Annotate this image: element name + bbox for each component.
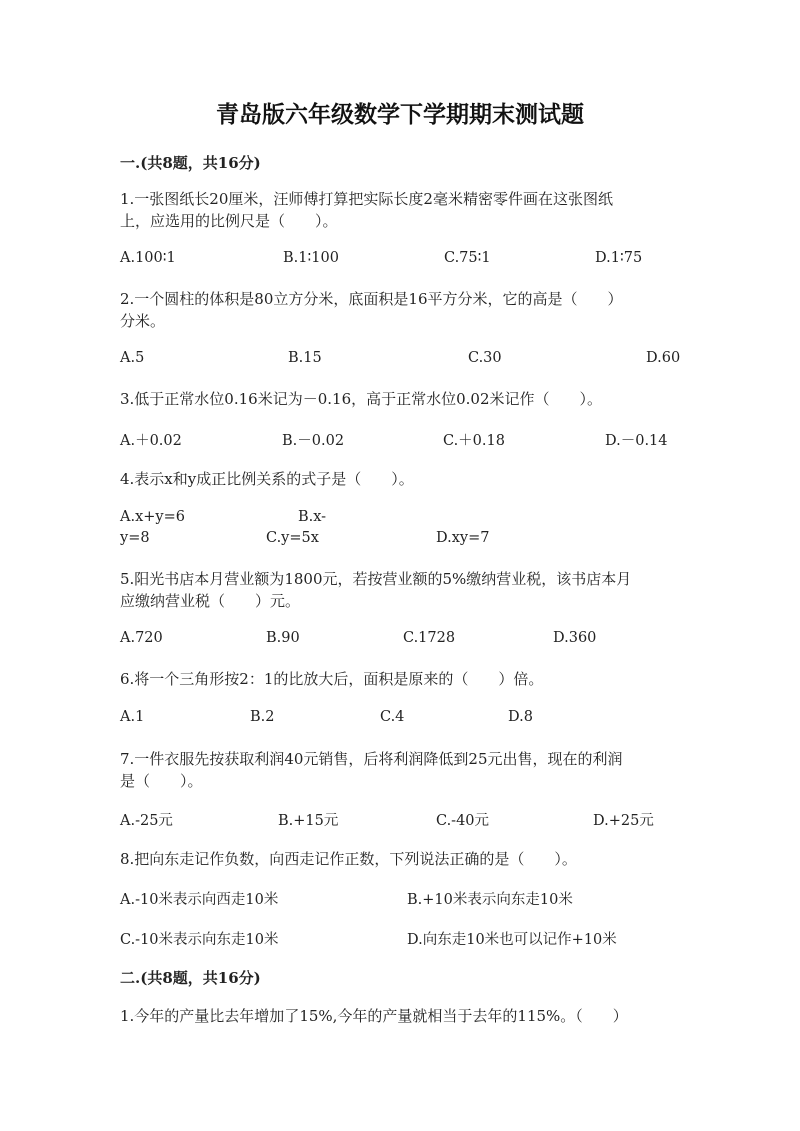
question-1-option-c: C.75∶1 xyxy=(444,250,491,266)
question-4-option-d: D.xy=7 xyxy=(436,530,490,546)
question-6-option-b: B.2 xyxy=(250,709,275,725)
question-8-option-d: D.向东走10米也可以记作+10米 xyxy=(407,932,617,948)
question-5-option-d: D.360 xyxy=(553,630,597,646)
question-8-option-b: B.+10米表示向东走10米 xyxy=(407,892,573,908)
question-7-option-d: D.+25元 xyxy=(593,813,654,829)
question-7-option-c: C.-40元 xyxy=(436,813,490,829)
question-3-option-a: A.＋0.02 xyxy=(120,433,182,449)
question-8-line-1: 8.把向东走记作负数，向西走记作正数，下列说法正确的是（ ）。 xyxy=(120,850,577,868)
question-1-line-1: 1.一张图纸长20厘米，汪师傅打算把实际长度2毫米精密零件画在这张图纸 xyxy=(120,190,613,208)
question-2-line-2: 分米。 xyxy=(120,312,166,330)
question-7-line-1: 7.一件衣服先按获取利润40元销售，后将利润降低到25元出售，现在的利润 xyxy=(120,750,623,768)
question-7-option-b: B.+15元 xyxy=(278,813,339,829)
section-heading-1: 一.(共8题，共16分) xyxy=(120,154,261,172)
question-3-option-d: D.－0.14 xyxy=(605,433,668,449)
question-6-option-d: D.8 xyxy=(508,709,533,725)
question-6-option-a: A.1 xyxy=(120,709,145,725)
question-7-line-2: 是（ ）。 xyxy=(120,772,203,790)
question-5-line-1: 5.阳光书店本月营业额为1800元，若按营业额的5%缴纳营业税，该书店本月 xyxy=(120,570,632,588)
question-1-option-a: A.100∶1 xyxy=(120,250,176,266)
question-5-line-2: 应缴纳营业税（ ）元。 xyxy=(120,592,301,610)
question-7-option-a: A.-25元 xyxy=(120,813,173,829)
question-2-option-a: A.5 xyxy=(120,350,145,366)
question-2-option-d: D.60 xyxy=(646,350,681,366)
question-3-option-c: C.＋0.18 xyxy=(443,433,505,449)
page-title: 青岛版六年级数学下学期期末测试题 xyxy=(216,101,584,128)
question-1-option-b: B.1∶100 xyxy=(283,250,339,266)
question-5-option-a: A.720 xyxy=(120,630,163,646)
question-1-option-d: D.1∶75 xyxy=(595,250,643,266)
judgment-question-1-line-1: 1.今年的产量比去年增加了15%,今年的产量就相当于去年的115%。（ ） xyxy=(120,1007,628,1025)
question-2-option-b: B.15 xyxy=(288,350,322,366)
question-2-line-1: 2.一个圆柱的体积是80立方分米，底面积是16平方分米，它的高是（ ） xyxy=(120,290,623,308)
question-6-line-1: 6.将一个三角形按2：1的比放大后，面积是原来的（ ）倍。 xyxy=(120,670,544,688)
question-8-option-c: C.-10米表示向东走10米 xyxy=(120,932,279,948)
question-3-line-1: 3.低于正常水位0.16米记为－0.16，高于正常水位0.02米记作（ ）。 xyxy=(120,390,603,408)
question-1-line-2: 上，应选用的比例尺是（ ）。 xyxy=(120,212,338,230)
question-4-option-b-part-1: B.x- xyxy=(298,509,327,525)
section-heading-2: 二.(共8题，共16分) xyxy=(120,969,261,987)
question-8-option-a: A.-10米表示向西走10米 xyxy=(120,892,279,908)
question-4-option-c: C.y=5x xyxy=(266,530,319,546)
question-6-option-c: C.4 xyxy=(380,709,405,725)
question-4-option-a: A.x+y=6 xyxy=(120,509,185,525)
question-4-option-b-part-2: y=8 xyxy=(120,530,150,546)
question-4-line-1: 4.表示x和y成正比例关系的式子是（ ）。 xyxy=(120,470,414,488)
question-5-option-c: C.1728 xyxy=(403,630,456,646)
question-2-option-c: C.30 xyxy=(468,350,502,366)
question-3-option-b: B.－0.02 xyxy=(282,433,345,449)
question-5-option-b: B.90 xyxy=(266,630,300,646)
